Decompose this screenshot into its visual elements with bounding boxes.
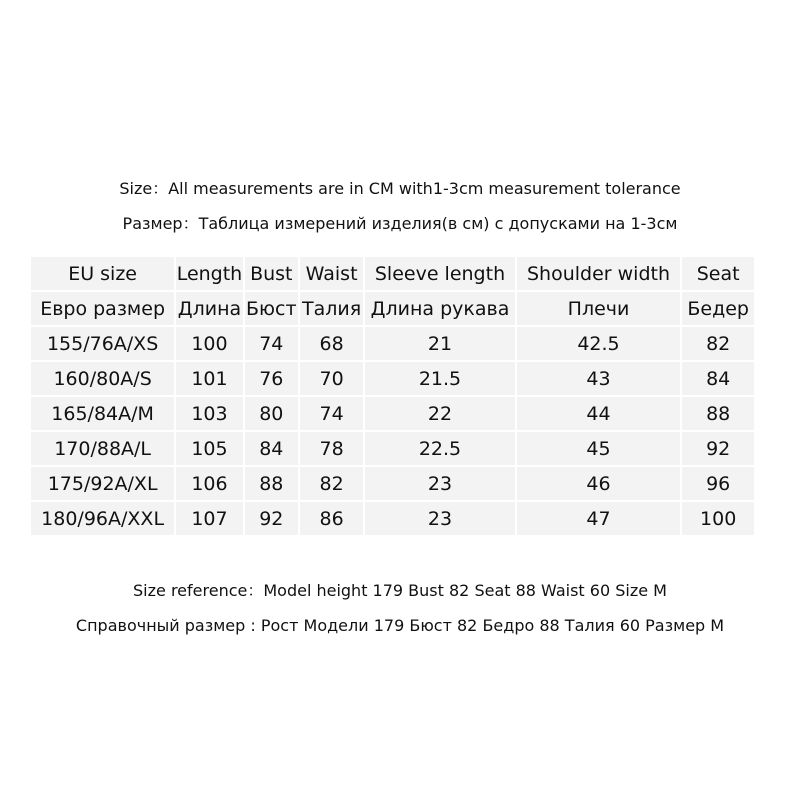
table-cell: 47 bbox=[517, 502, 681, 535]
table-cell: 22 bbox=[365, 397, 514, 430]
table-cell: 76 bbox=[245, 362, 298, 395]
header-cell: Sleeve length bbox=[365, 257, 514, 290]
table-cell: 84 bbox=[245, 432, 298, 465]
table-cell: 74 bbox=[245, 327, 298, 360]
table-cell: 96 bbox=[682, 467, 754, 500]
header-row-en bbox=[31, 257, 754, 290]
header-cell: Shoulder width bbox=[517, 257, 681, 290]
table-cell: 86 bbox=[300, 502, 363, 535]
table-cell: 42.5 bbox=[517, 327, 681, 360]
table-cell: 43 bbox=[517, 362, 681, 395]
header-cell: Талия bbox=[300, 292, 363, 325]
table-cell: 82 bbox=[682, 327, 754, 360]
table-cell: 100 bbox=[682, 502, 754, 535]
table-cell: 84 bbox=[682, 362, 754, 395]
header-cell: Waist bbox=[300, 257, 363, 290]
header-cell: Seat bbox=[682, 257, 754, 290]
table-cell: 107 bbox=[176, 502, 242, 535]
table-cell: 165/84A/M bbox=[31, 397, 174, 430]
table-cell: 22.5 bbox=[365, 432, 514, 465]
size-chart-table bbox=[29, 255, 756, 537]
measurement-note-ru: Размер：Таблица измерений изделия(в см) с допусками на 1-3см bbox=[122, 214, 678, 233]
table-cell: 160/80A/S bbox=[31, 362, 174, 395]
table-cell: 21.5 bbox=[365, 362, 514, 395]
table-cell: 70 bbox=[300, 362, 363, 395]
table-cell: 68 bbox=[300, 327, 363, 360]
model-reference-en: Size reference：Model height 179 Bust 82 Seat 88 Waist 60 Size M bbox=[133, 581, 667, 600]
table-cell: 21 bbox=[365, 327, 514, 360]
table-cell: 105 bbox=[176, 432, 242, 465]
table-cell: 46 bbox=[517, 467, 681, 500]
table-cell: 103 bbox=[176, 397, 242, 430]
header-cell: Евро размер bbox=[31, 292, 174, 325]
table-cell: 100 bbox=[176, 327, 242, 360]
table-cell: 82 bbox=[300, 467, 363, 500]
table-row bbox=[31, 397, 754, 430]
header-cell: Bust bbox=[245, 257, 298, 290]
table-cell: 80 bbox=[245, 397, 298, 430]
table-cell: 170/88A/L bbox=[31, 432, 174, 465]
table-row bbox=[31, 362, 754, 395]
table-cell: 155/76A/XS bbox=[31, 327, 174, 360]
table-row bbox=[31, 467, 754, 500]
header-cell: Бюст bbox=[245, 292, 298, 325]
table-cell: 74 bbox=[300, 397, 363, 430]
table-cell: 180/96A/XXL bbox=[31, 502, 174, 535]
table-cell: 23 bbox=[365, 502, 514, 535]
table-cell: 175/92A/XL bbox=[31, 467, 174, 500]
header-cell: Бедер bbox=[682, 292, 754, 325]
table-cell: 45 bbox=[517, 432, 681, 465]
table-cell: 92 bbox=[682, 432, 754, 465]
header-cell: EU size bbox=[31, 257, 174, 290]
table-cell: 88 bbox=[245, 467, 298, 500]
table-row bbox=[31, 432, 754, 465]
header-cell: Длина bbox=[176, 292, 242, 325]
header-row-ru bbox=[31, 292, 754, 325]
model-reference-ru: Справочный размер : Рост Модели 179 Бюст 82 Бедро 88 Талия 60 Размер M bbox=[75, 616, 725, 635]
table-row bbox=[31, 502, 754, 535]
header-cell: Length bbox=[176, 257, 242, 290]
table-row bbox=[31, 327, 754, 360]
table-cell: 106 bbox=[176, 467, 242, 500]
header-cell: Длина рукава bbox=[365, 292, 514, 325]
table-cell: 78 bbox=[300, 432, 363, 465]
table-cell: 88 bbox=[682, 397, 754, 430]
measurement-note-en: Size：All measurements are in CM with1-3cm measurement tolerance bbox=[119, 179, 681, 198]
table-cell: 44 bbox=[517, 397, 681, 430]
table-cell: 23 bbox=[365, 467, 514, 500]
table-cell: 92 bbox=[245, 502, 298, 535]
header-cell: Плечи bbox=[517, 292, 681, 325]
table-cell: 101 bbox=[176, 362, 242, 395]
